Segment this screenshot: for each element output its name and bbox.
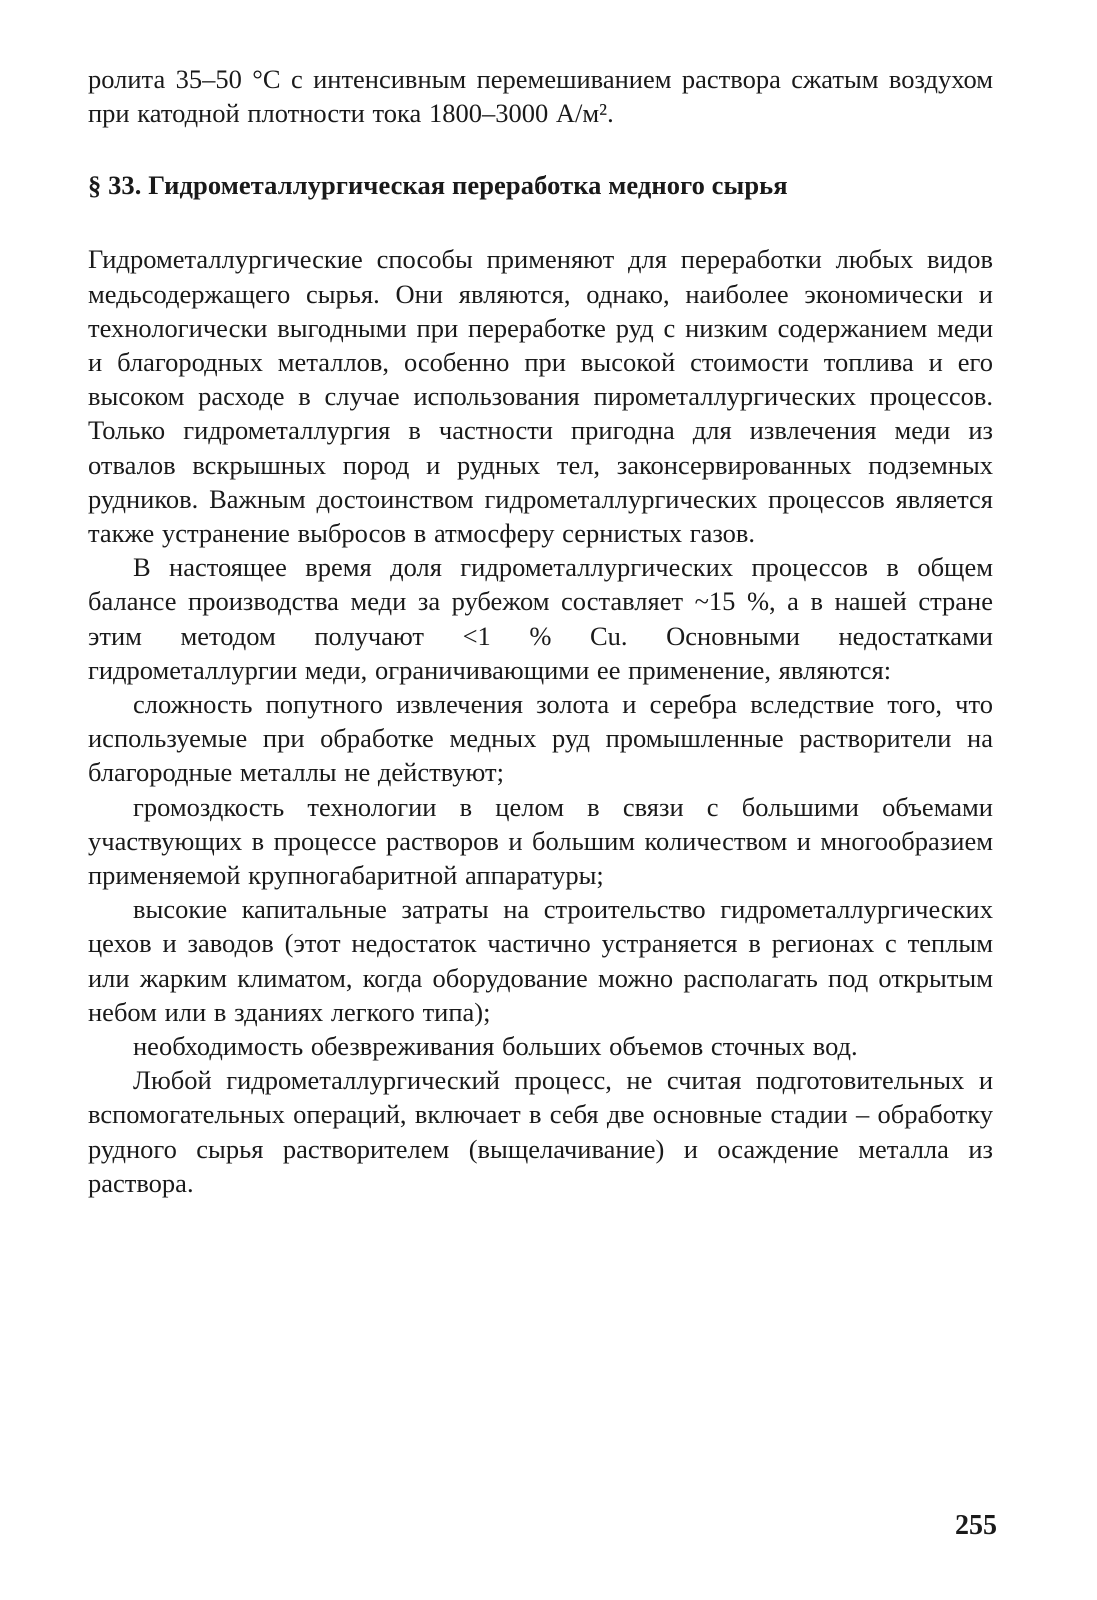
paragraph-3: Любой гидрометаллургический процесс, не считая подготовительных и вспомогательных операций, включает в себя две основные стадии – обработку рудного сырья растворителем (выщелачивание) и осаждение металла из раствора. <box>88 1065 993 1198</box>
paragraph-1: Гидрометаллургические способы применяют для переработки любых видов медьсодержащего сырья. Они являются, однако, наиболее экономически и технологически выгодными при переработке руд с низким содержанием меди и благородных металлов, особенно при высокой стоимости топлива и его высоком расходе в случае использования пирометаллургических процессов. Только гидрометаллургия в частности пригодна для извлечения меди из отвалов вскрышных пород и рудных тел, законсервированных подземных рудников. Важным достоинством гидрометаллургических процессов является также устранение выбросов в атмосферу сернистых газов. <box>88 244 993 549</box>
list-item-3: высокие капитальные затраты на строительство гидрометаллургических цехов и заводов (этот недостаток частично устраняется в регионах с теплым или жарким климатом, когда оборудование можно располагать под открытым небом или в зданиях легкого типа); <box>88 894 993 1027</box>
list-item-2: громоздкость технологии в целом в связи с большими объемами участвующих в процессе растворов и большим количеством и многообразием применяемой крупногабаритной аппаратуры; <box>88 791 993 891</box>
list-item-4: необходимость обезвреживания больших объемов сточных вод. <box>133 1031 858 1062</box>
intro-paragraph: ролита 35–50 °С с интенсивным перемешиванием раствора сжатым воздухом при катодной плотности тока 1800–3000 А/м². <box>88 64 993 129</box>
section-heading: § 33. Гидрометаллургическая переработка медного сырья <box>88 170 788 201</box>
paragraph-2: В настоящее время доля гидрометаллургических процессов в общем балансе производства меди за рубежом составляет ~15 %, а в нашей стране этим методом получают <1 % Cu. Основными недостатками гидрометаллургии меди, ограничивающими ее применение, являются: <box>88 552 993 685</box>
page-number: 255 <box>955 1510 997 1541</box>
list-item-1: сложность попутного извлечения золота и серебра вследствие того, что используемые при обработке медных руд промышленные растворители на благородные металлы не действуют; <box>88 689 993 788</box>
page-body <box>88 62 993 1200</box>
